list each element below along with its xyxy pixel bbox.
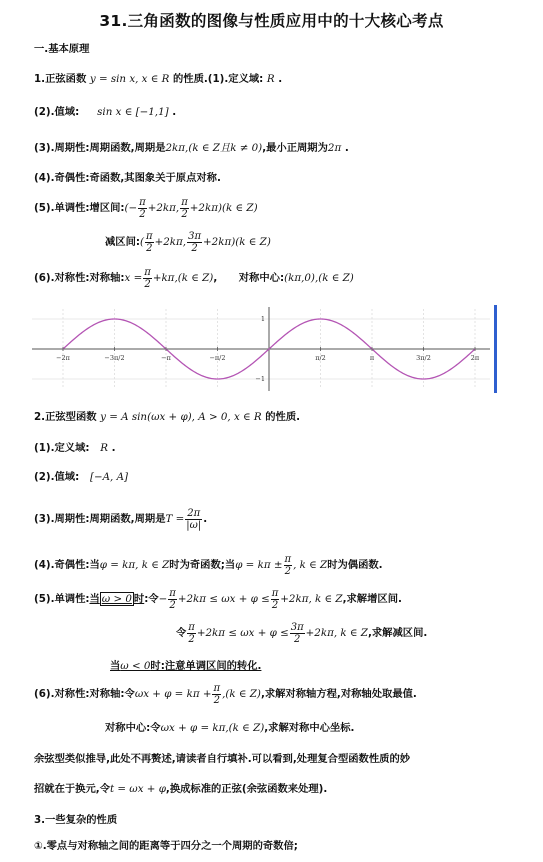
sine-parity-line: (4).奇偶性:奇函数,其图象关于原点对称. bbox=[34, 172, 221, 184]
x-tick-label: 2π bbox=[470, 354, 480, 362]
fraction: $\frac{3\pi}{2}$ bbox=[290, 621, 304, 645]
fraction: $\frac{\pi}{2}$ bbox=[169, 587, 176, 611]
parity-line: (4).奇偶性:当φ = kπ, k ∈ Z时为奇函数;当φ = kπ ± $\frac{\pi}{2}$ , k ∈ Z时为偶函数. bbox=[34, 553, 383, 577]
symmetry-axis-line: (6).对称性:对称轴:令ωx + φ = kπ + $\frac{\pi}{2}$ ,(k ∈ Z),求解对称轴方程,对称轴处取最值. bbox=[34, 682, 417, 706]
x-tick-label: −3π/2 bbox=[104, 354, 125, 362]
monotonic-increase-line: (5).单调性:当 ω > 0 时:令− $\frac{\pi}{2}$ +2kπ ≤ ωx + φ ≤ $\frac{\pi}{2}$ +2kπ, k ∈ Z,求解增区间. bbox=[34, 587, 402, 611]
sine-decreasing-line: 减区间:( $\frac{\pi}{2}$ +2kπ, $\frac{3\pi}{2}$ +2kπ)(k ∈ Z) bbox=[105, 230, 271, 254]
sine-period-line: (3).周期性:周期函数,周期是2kπ,(k ∈ Z且k ≠ 0),最小正周期为2π . bbox=[34, 142, 349, 154]
sine-type-heading: 2.正弦型函数 y = A sin(ωx + φ), A > 0, x ∈ R 的性质. bbox=[34, 411, 301, 423]
symmetry-center-line: 对称中心:令ωx + φ = kπ,(k ∈ Z),求解对称中心坐标. bbox=[105, 722, 355, 734]
sine-range-line: (2).值域: sin x ∈ [−1,1] . bbox=[34, 106, 177, 118]
fraction: $\frac{\pi}{2}$ bbox=[188, 621, 195, 645]
cosine-note-paragraph: 余弦型类似推导,此处不再赘述,请读者自行填补.可以看到,处理复合型函数性质的妙 bbox=[34, 753, 411, 765]
y-tick-label: 1 bbox=[260, 315, 265, 323]
complex-properties-heading: 3.一些复杂的性质 bbox=[34, 814, 118, 826]
range-line: (2).值域: [−A, A] bbox=[34, 471, 129, 483]
x-tick-label: π/2 bbox=[315, 354, 326, 362]
fraction: $\frac{\pi}{2}$ bbox=[139, 196, 146, 220]
sine-increasing-line: (5).单调性:增区间:(− $\frac{\pi}{2}$ +2kπ, $\frac{\pi}{2}$ +2kπ)(k ∈ Z) bbox=[34, 196, 258, 220]
x-tick-label: 3π/2 bbox=[416, 354, 431, 362]
fraction: $\frac{\pi}{2}$ bbox=[144, 266, 151, 290]
x-tick-label: −π/2 bbox=[209, 354, 226, 362]
fraction: $\frac{\pi}{2}$ bbox=[284, 553, 292, 577]
substitution-paragraph: 招就在于换元,令t = ωx + φ,换成标准的正弦(余弦函数来处理). bbox=[34, 783, 328, 795]
page-title: 31.三角函数的图像与性质应用中的十大核心考点 bbox=[99, 12, 444, 30]
fraction: $\frac{2\pi}{|\omega|}$ bbox=[186, 507, 202, 531]
x-tick-label: −2π bbox=[56, 354, 70, 362]
period-line: (3).周期性:周期函数,周期是T = $\frac{2\pi}{|\omega|}$ . bbox=[34, 507, 208, 531]
sine-symmetry-line: (6).对称性:对称轴:x = $\frac{\pi}{2}$ +kπ,(k ∈ Z), 对称中心:(kπ,0),(k ∈ Z) bbox=[34, 266, 354, 290]
x-tick-label: π bbox=[369, 354, 375, 362]
edge-bar bbox=[494, 305, 497, 393]
monotonic-decrease-line: 令 $\frac{\pi}{2}$ +2kπ ≤ ωx + φ ≤ $\frac{3\pi}{2}$ +2kπ, k ∈ Z,求解减区间. bbox=[176, 621, 428, 645]
complex-property-1: ①.零点与对称轴之间的距离等于四分之一个周期的奇数倍; bbox=[34, 840, 298, 852]
fraction: $\frac{3\pi}{2}$ bbox=[188, 230, 202, 254]
section-heading-basic: 一.基本原理 bbox=[34, 43, 90, 55]
sine-definition-line: 1.正弦函数 y = sin x, x ∈ R 的性质.(1).定义域: R . bbox=[34, 73, 283, 85]
fraction: $\frac{\pi}{2}$ bbox=[181, 196, 188, 220]
domain-line: (1).定义域: R . bbox=[34, 442, 116, 454]
negative-omega-note: 当ω < 0时:注意单调区间的转化. bbox=[110, 660, 262, 672]
x-tick-label: −π bbox=[161, 354, 171, 362]
sine-graph bbox=[32, 303, 498, 395]
fraction: $\frac{\pi}{2}$ bbox=[146, 230, 153, 254]
fraction: $\frac{\pi}{2}$ bbox=[213, 682, 221, 706]
y-tick-label: −1 bbox=[255, 375, 265, 383]
fraction: $\frac{\pi}{2}$ bbox=[271, 587, 279, 611]
